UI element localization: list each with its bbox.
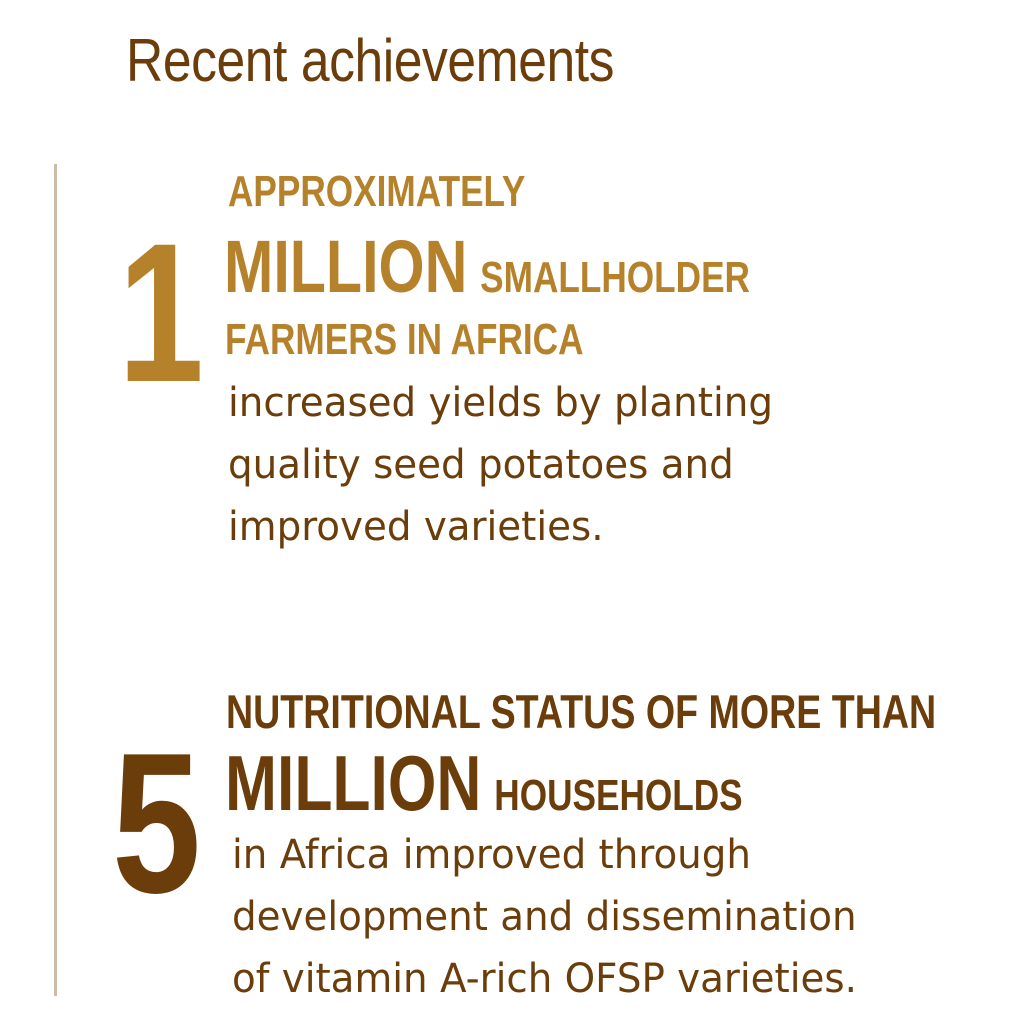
achievement-2-description-line: development and dissemination xyxy=(232,894,857,940)
page-title: Recent achievements xyxy=(126,27,615,94)
achievement-1-qualifier: APPROXIMATELY xyxy=(228,167,526,216)
achievement-2-headline xyxy=(225,739,743,827)
vertical-divider xyxy=(54,164,57,996)
achievement-1-subject-line: FARMERS IN AFRICA xyxy=(225,315,584,364)
achievement-1-description-line: improved varieties. xyxy=(228,504,604,550)
achievement-2-million: MILLION xyxy=(225,739,482,827)
achievement-2-qualifier: NUTRITIONAL STATUS OF MORE THAN xyxy=(226,685,937,738)
achievement-2-description-line: of vitamin A-rich OFSP varieties. xyxy=(232,956,857,1002)
achievement-1-description-line: quality seed potatoes and xyxy=(228,442,734,488)
achievement-2-subject: HOUSEHOLDS xyxy=(494,771,743,820)
achievement-2-description-line: in Africa improved through xyxy=(232,832,751,878)
achievement-1-description xyxy=(228,372,773,558)
achievement-1-number: 1 xyxy=(118,202,204,423)
achievement-1-subject: SMALLHOLDER xyxy=(480,253,750,302)
achievement-1-million: MILLION xyxy=(224,225,468,308)
achievement-2-description xyxy=(232,824,857,1010)
achievement-2-number: 5 xyxy=(112,712,201,935)
achievement-1-description-line: increased yields by planting xyxy=(228,380,773,426)
achievement-1-headline xyxy=(224,225,750,308)
